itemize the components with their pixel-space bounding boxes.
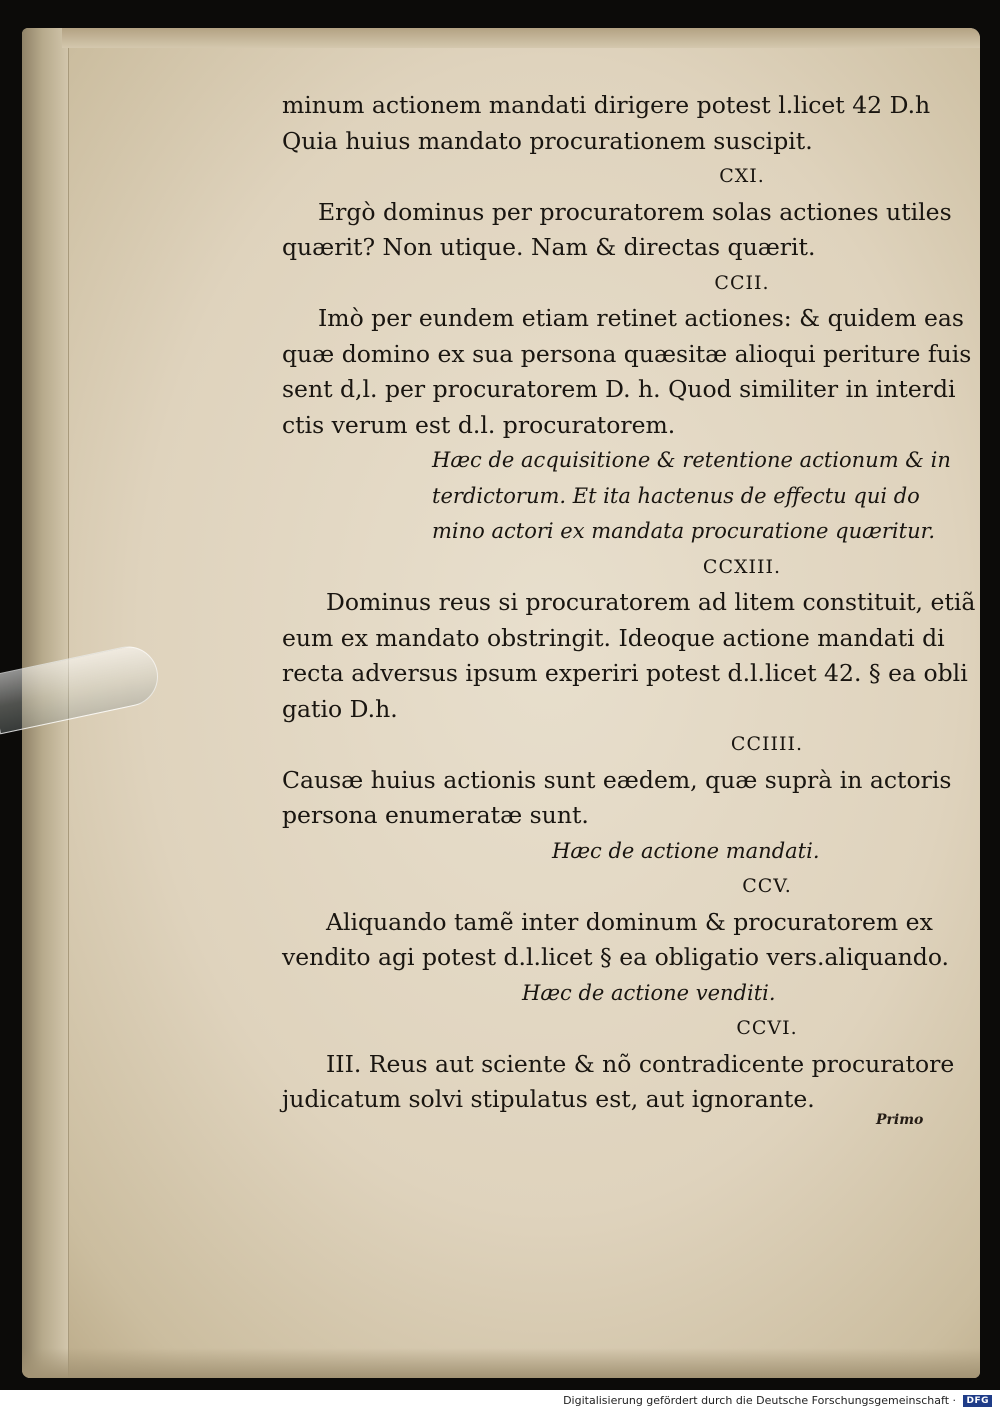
italic-summary-line: mino actori ex mandata procuratione quæritur.	[432, 519, 935, 543]
text-line: Ergò dominus per procuratorem solas actiones utiles	[318, 197, 952, 226]
italic-summary-line: Hæc de actione mandati.	[552, 838, 820, 863]
page-top-edge	[62, 28, 980, 48]
text-line: Aliquando tamẽ inter dominum & procuratorem ex	[326, 907, 933, 936]
footer-credit: Digitalisierung gefördert durch die Deutsche Forschungsgemeinschaft ·	[563, 1394, 956, 1407]
text-line: Dominus reus si procuratorem ad litem constituit, etiã	[326, 588, 976, 616]
footer	[0, 1390, 1000, 1414]
italic-summary-line: Hæc de actione venditi.	[522, 980, 776, 1005]
text-line: ctis verum est d.l. procuratorem.	[282, 410, 676, 439]
text-line: eum ex mandato obstringit. Ideoque actione mandati di	[282, 623, 945, 652]
text-line: III. Reus aut sciente & nõ contradicente procuratore	[326, 1049, 955, 1078]
catchword: Primo	[876, 1112, 924, 1128]
italic-summary-line: terdictorum. Et ita hactenus de effectu qui do	[432, 483, 920, 508]
section-number: CCV.	[742, 875, 792, 897]
text-line: sent d,l. per procuratorem D. h. Quod similiter in interdi	[282, 375, 956, 403]
text-line: recta adversus ipsum experiri potest d.l.licet 42. § ea obli	[282, 659, 968, 687]
section-number: CCII.	[714, 271, 770, 294]
text-line: gatio D.h.	[282, 694, 398, 723]
text-line: quæ domino ex sua persona quæsitæ alioqui periture fuis	[282, 339, 972, 368]
text-line: vendito agi potest d.l.licet § ea obligatio vers.aliquando.	[282, 943, 950, 971]
italic-summary-line: Hæc de acquisitione & retentione actionum & in	[432, 448, 951, 472]
section-number: CCVI.	[736, 1017, 798, 1039]
section-number: CCXIII.	[702, 555, 782, 578]
text-line: Causæ huius actionis sunt eædem, quæ suprà in actoris	[282, 765, 952, 794]
dfg-logo: DFG	[963, 1395, 992, 1407]
text-line: judicatum solvi stipulatus est, aut ignorante.	[282, 1085, 815, 1113]
text-line: minum actionem mandati dirigere potest l.licet 42 D.h	[282, 91, 931, 119]
text-line: Imò per eundem etiam retinet actiones: & quidem eas	[318, 304, 964, 332]
text-line: quærit? Non utique. Nam & directas quærit.	[282, 233, 816, 261]
section-number: CXI.	[719, 165, 765, 187]
page-text	[282, 88, 976, 1118]
page-bottom-edge	[22, 1348, 980, 1378]
section-number: CCIIII.	[730, 733, 804, 755]
text-line: Quia huius mandato procurationem suscipit.	[282, 126, 813, 155]
text-line: persona enumeratæ sunt.	[282, 801, 589, 829]
